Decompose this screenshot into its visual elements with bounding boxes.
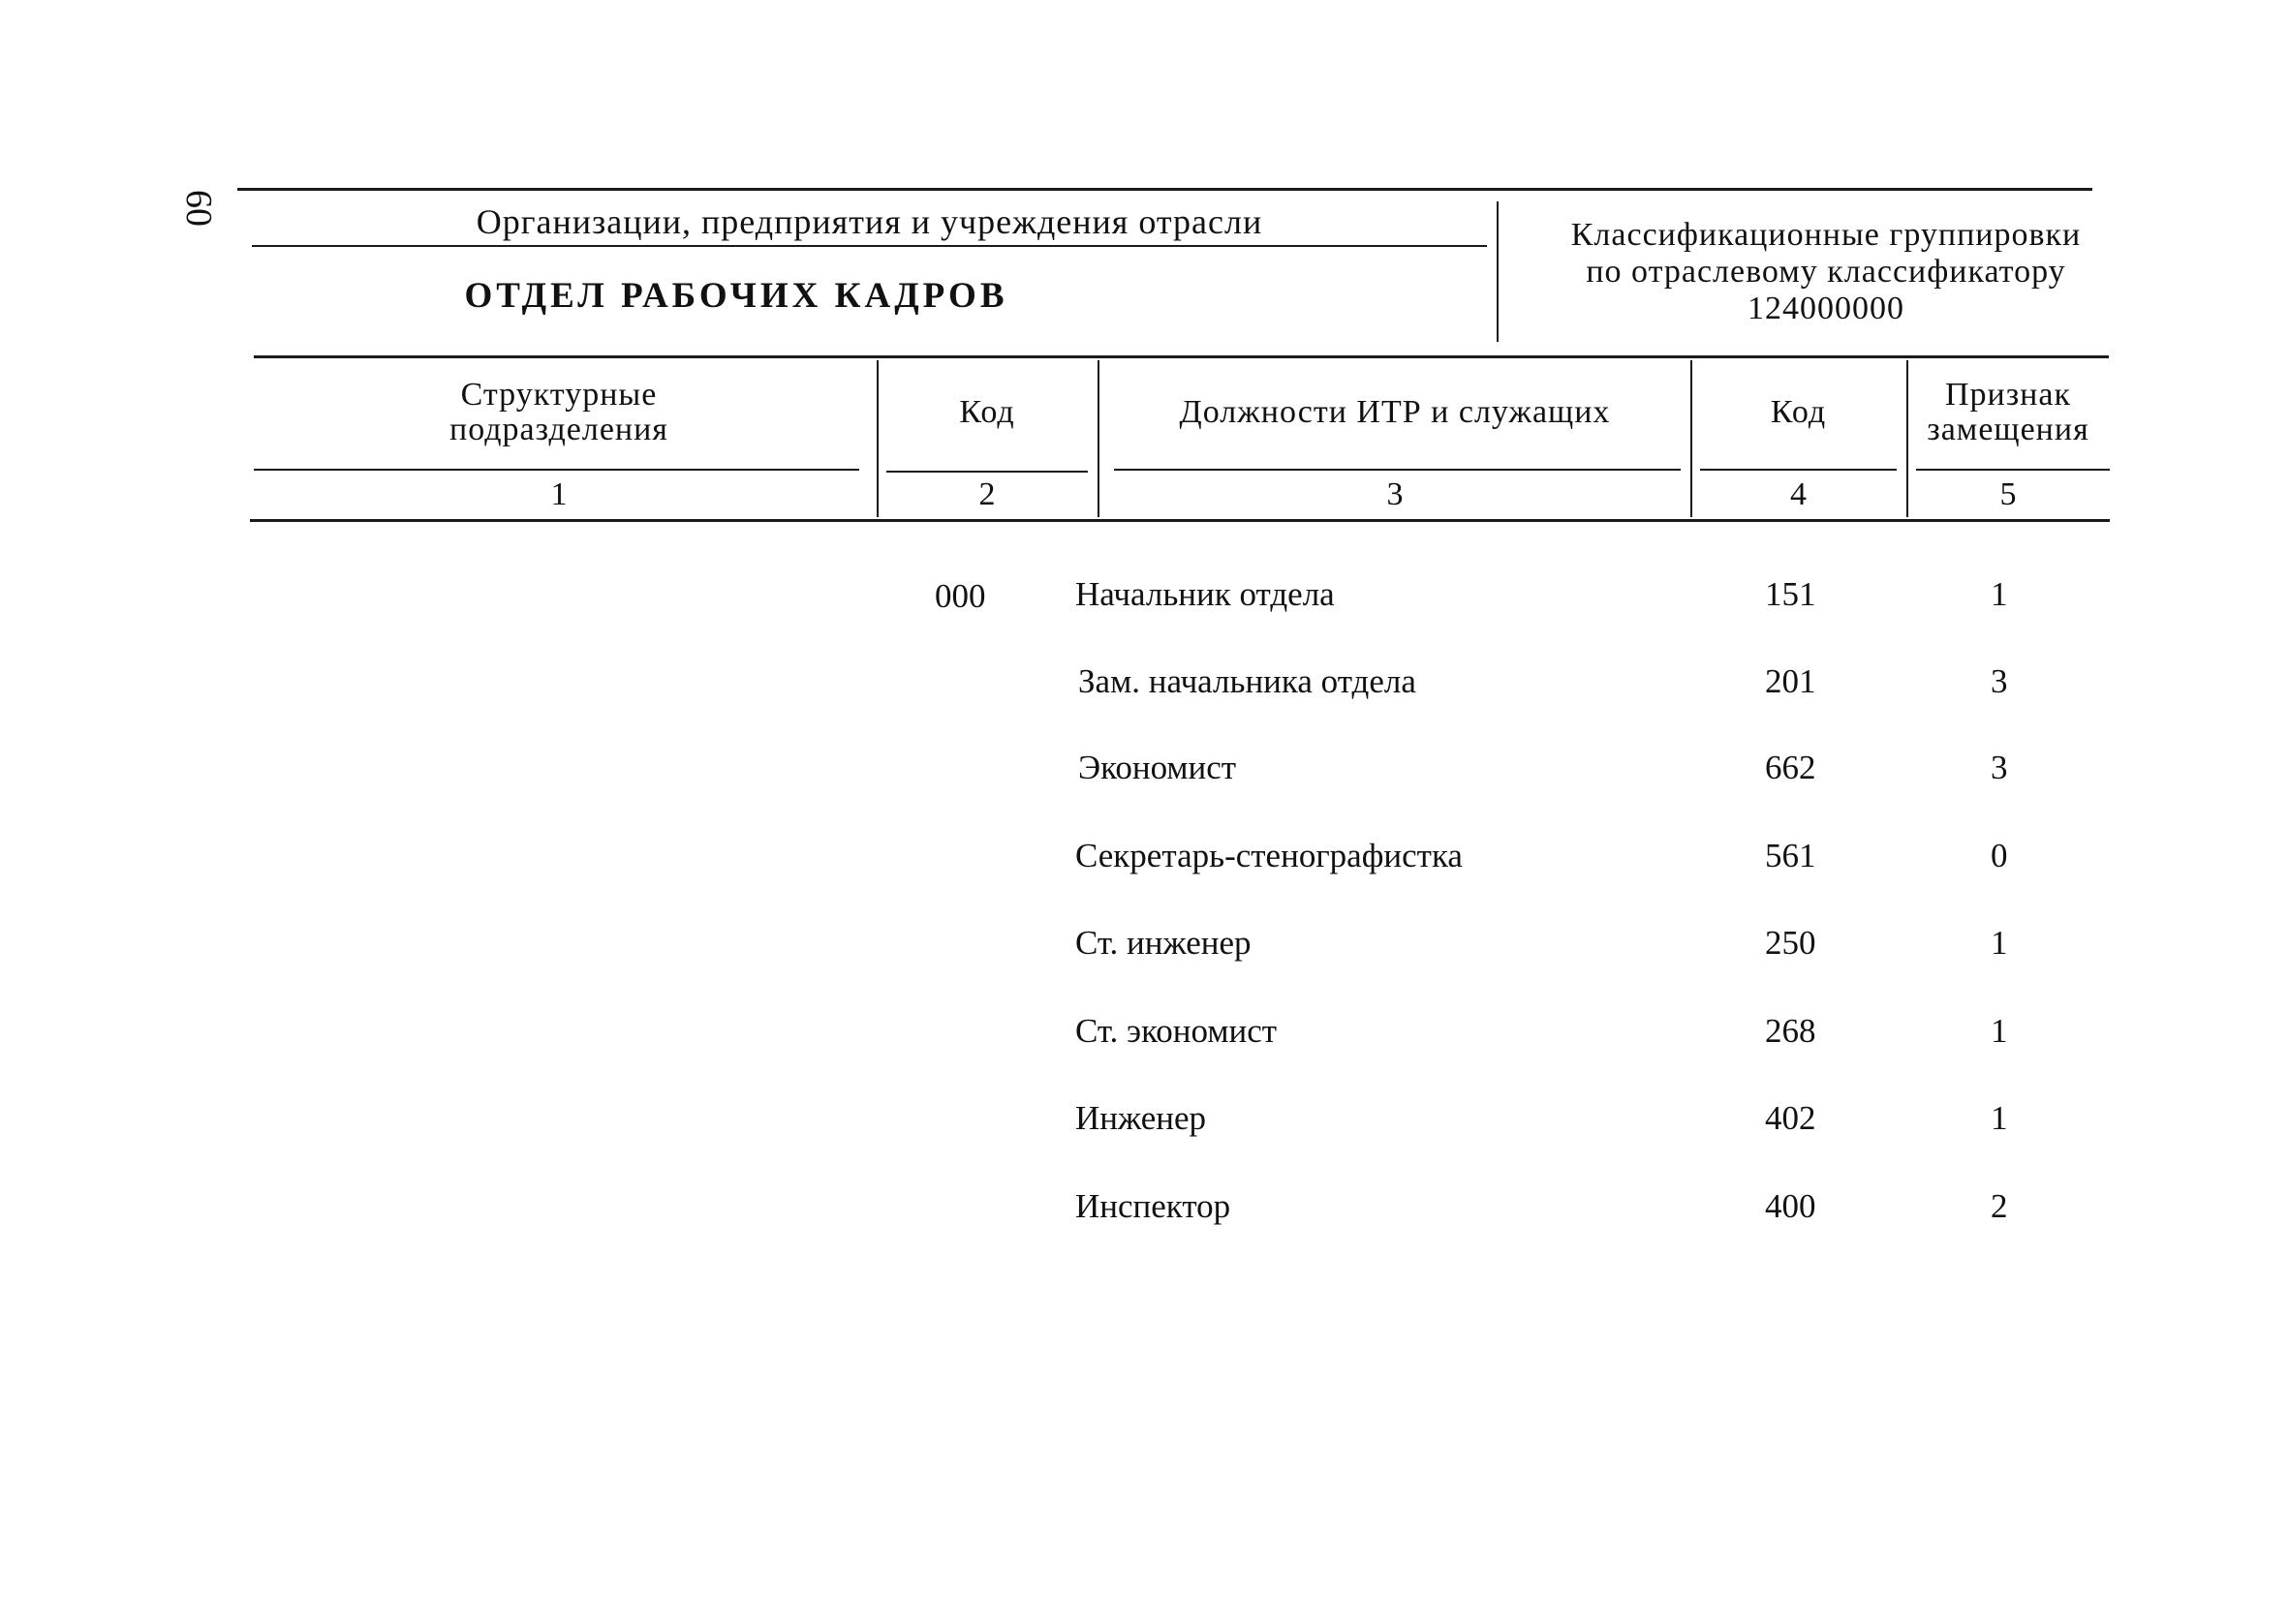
replacement-sign: 2 bbox=[1991, 1187, 2008, 1225]
col-header-code-1: Код bbox=[959, 394, 1015, 430]
replacement-sign: 1 bbox=[1991, 1012, 2008, 1050]
position-name: Ст. экономист bbox=[1075, 1012, 1278, 1050]
header-top-rule bbox=[237, 188, 2092, 191]
col-header-rule-2 bbox=[886, 471, 1088, 473]
unit-code: 000 bbox=[935, 577, 986, 615]
classification-line-1: Классификационные группировки bbox=[1570, 217, 2082, 253]
position-code: 402 bbox=[1765, 1099, 1816, 1137]
organization-title: Организации, предприятия и учреждения отрасли bbox=[476, 202, 1263, 241]
col-number-3: 3 bbox=[1386, 476, 1404, 512]
col-divider-2 bbox=[1098, 360, 1099, 517]
header-divider bbox=[1497, 201, 1499, 342]
col-header-replacement-sign bbox=[1906, 378, 2110, 447]
col-header-rule-4 bbox=[1700, 469, 1897, 471]
replacement-sign: 3 bbox=[1991, 662, 2008, 700]
replacement-sign: 1 bbox=[1991, 1099, 2008, 1137]
classification-block bbox=[1516, 217, 2136, 327]
col-header-rule-5 bbox=[1916, 469, 2110, 471]
col-number-rule bbox=[250, 519, 2110, 522]
position-name: Секретарь-стенографистка bbox=[1075, 837, 1463, 874]
classification-code: 124000000 bbox=[1748, 291, 1904, 326]
header-bottom-rule bbox=[254, 355, 2109, 358]
replacement-sign: 0 bbox=[1991, 837, 2008, 874]
replacement-sign: 1 bbox=[1991, 924, 2008, 962]
position-name: Инспектор bbox=[1075, 1187, 1231, 1225]
position-name: Ст. инженер bbox=[1075, 924, 1252, 962]
position-name: Инженер bbox=[1075, 1099, 1207, 1137]
col-number-1: 1 bbox=[550, 476, 568, 512]
col-number-2: 2 bbox=[978, 476, 996, 512]
position-code: 561 bbox=[1765, 837, 1816, 874]
col-header-rule-3 bbox=[1114, 469, 1681, 471]
col-header-positions: Должности ИТР и служащих bbox=[1179, 394, 1611, 430]
classification-line-2: по отраслевому классификатору bbox=[1586, 254, 2066, 290]
position-name: Зам. начальника отдела bbox=[1078, 662, 1416, 700]
replacement-sign: 3 bbox=[1991, 749, 2008, 786]
position-code: 400 bbox=[1765, 1187, 1816, 1225]
department-title: ОТДЕЛ РАБОЧИХ КАДРОВ bbox=[464, 276, 1008, 316]
col-header-code-2: Код bbox=[1770, 394, 1827, 430]
page-number: 60 bbox=[178, 190, 219, 227]
position-code: 250 bbox=[1765, 924, 1816, 962]
position-code: 662 bbox=[1765, 749, 1816, 786]
col-header-rule-1 bbox=[254, 469, 859, 471]
position-code: 151 bbox=[1765, 575, 1816, 613]
position-code: 201 bbox=[1765, 662, 1816, 700]
col-header-1-line-1: Структурные bbox=[460, 377, 658, 413]
col-number-5: 5 bbox=[1999, 476, 2017, 512]
replacement-sign: 1 bbox=[1991, 575, 2008, 613]
col-header-5-line-2: замещения bbox=[1927, 412, 2089, 447]
col-header-1-line-2: подразделения bbox=[449, 412, 668, 447]
position-name: Экономист bbox=[1078, 749, 1237, 786]
position-name: Начальник отдела bbox=[1075, 575, 1335, 613]
org-underline bbox=[252, 245, 1487, 247]
col-header-5-line-1: Признак bbox=[1945, 377, 2071, 413]
position-code: 268 bbox=[1765, 1012, 1816, 1050]
col-header-structural-units bbox=[254, 378, 864, 447]
col-number-4: 4 bbox=[1790, 476, 1807, 512]
